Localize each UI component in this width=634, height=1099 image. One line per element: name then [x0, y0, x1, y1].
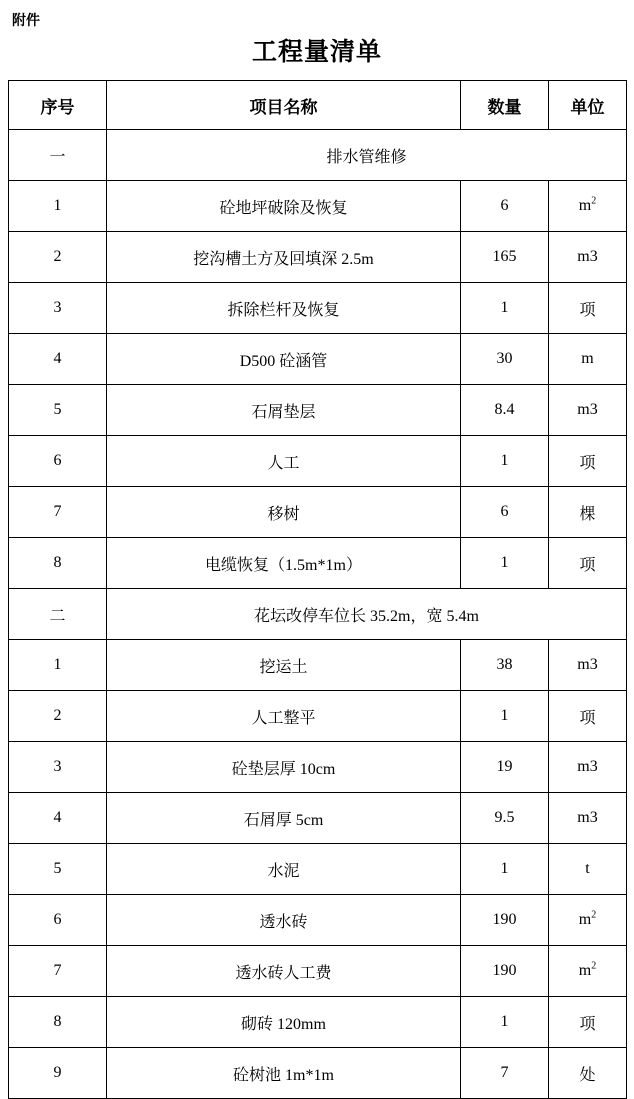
cell-quantity: 30 — [461, 334, 549, 385]
cell-name: 砌砖 120mm — [107, 997, 461, 1048]
table-row — [9, 181, 627, 232]
table-row — [9, 436, 627, 487]
column-header-no: 序号 — [9, 81, 107, 130]
cell-name: 透水砖人工费 — [107, 946, 461, 997]
cell-no: 二 — [9, 589, 107, 640]
cell-no: 2 — [9, 232, 107, 283]
table-row — [9, 691, 627, 742]
cell-name: 人工整平 — [107, 691, 461, 742]
cell-quantity: 190 — [461, 895, 549, 946]
cell-no: 5 — [9, 385, 107, 436]
cell-quantity: 19 — [461, 742, 549, 793]
cell-unit: m — [549, 334, 627, 385]
cell-unit: m3 — [549, 640, 627, 691]
cell-name: 挖沟槽土方及回填深 2.5m — [107, 232, 461, 283]
cell-no: 一 — [9, 130, 107, 181]
table-header — [9, 81, 627, 130]
cell-unit: 项 — [549, 691, 627, 742]
cell-unit: 处 — [549, 1048, 627, 1099]
cell-name: 砼树池 1m*1m — [107, 1048, 461, 1099]
cell-name: 砼地坪破除及恢复 — [107, 181, 461, 232]
cell-quantity: 165 — [461, 232, 549, 283]
cell-no: 7 — [9, 946, 107, 997]
cell-unit: m3 — [549, 742, 627, 793]
cell-quantity: 6 — [461, 487, 549, 538]
table-row — [9, 232, 627, 283]
column-header-qty: 数量 — [461, 81, 549, 130]
table-row — [9, 487, 627, 538]
attachment-label: 附件 — [12, 12, 40, 28]
cell-no: 7 — [9, 487, 107, 538]
section-row — [9, 589, 627, 640]
cell-no: 3 — [9, 742, 107, 793]
bill-of-quantities-table — [8, 80, 627, 1099]
cell-quantity: 6 — [461, 181, 549, 232]
cell-name: 透水砖 — [107, 895, 461, 946]
cell-quantity: 1 — [461, 844, 549, 895]
cell-no: 3 — [9, 283, 107, 334]
table-row — [9, 946, 627, 997]
cell-quantity: 1 — [461, 283, 549, 334]
section-row — [9, 130, 627, 181]
page-title: 工程量清单 — [251, 39, 382, 66]
cell-no: 8 — [9, 997, 107, 1048]
cell-name: 拆除栏杆及恢复 — [107, 283, 461, 334]
table-row — [9, 1048, 627, 1099]
cell-quantity: 8.4 — [461, 385, 549, 436]
table-row — [9, 334, 627, 385]
cell-unit: 项 — [549, 283, 627, 334]
cell-unit: $m^2$ — [549, 895, 627, 946]
cell-no: 5 — [9, 844, 107, 895]
cell-unit: 项 — [549, 436, 627, 487]
cell-unit: m3 — [549, 793, 627, 844]
cell-name: 花坛改停车位长 35.2m，宽 5.4m — [107, 589, 627, 640]
cell-quantity: 1 — [461, 997, 549, 1048]
cell-no: 6 — [9, 895, 107, 946]
cell-unit: 项 — [549, 997, 627, 1048]
table-row — [9, 844, 627, 895]
table-row — [9, 385, 627, 436]
cell-unit: 项 — [549, 538, 627, 589]
cell-no: 1 — [9, 640, 107, 691]
cell-unit: $m^2$ — [549, 946, 627, 997]
table-row — [9, 793, 627, 844]
cell-no: 1 — [9, 181, 107, 232]
cell-unit: 棵 — [549, 487, 627, 538]
column-header-name: 项目名称 — [107, 81, 461, 130]
cell-no: 2 — [9, 691, 107, 742]
cell-quantity: 1 — [461, 436, 549, 487]
cell-no: 6 — [9, 436, 107, 487]
table-row — [9, 742, 627, 793]
table-row — [9, 895, 627, 946]
table-row — [9, 538, 627, 589]
cell-name: 石屑垫层 — [107, 385, 461, 436]
table-body — [9, 130, 627, 1099]
table-row — [9, 997, 627, 1048]
cell-quantity: 1 — [461, 691, 549, 742]
cell-name: 电缆恢复（1.5m*1m） — [107, 538, 461, 589]
cell-quantity: 1 — [461, 538, 549, 589]
cell-quantity: 38 — [461, 640, 549, 691]
cell-name: 水泥 — [107, 844, 461, 895]
cell-name: 人工 — [107, 436, 461, 487]
cell-no: 4 — [9, 793, 107, 844]
cell-name: 排水管维修 — [107, 130, 627, 181]
cell-name: 移树 — [107, 487, 461, 538]
cell-unit: m3 — [549, 385, 627, 436]
cell-no: 4 — [9, 334, 107, 385]
cell-quantity: 7 — [461, 1048, 549, 1099]
table-row — [9, 283, 627, 334]
cell-no: 9 — [9, 1048, 107, 1099]
cell-no: 8 — [9, 538, 107, 589]
column-header-unit: 单位 — [549, 81, 627, 130]
cell-unit: $m^2$ — [549, 181, 627, 232]
table-row — [9, 640, 627, 691]
cell-name: 挖运土 — [107, 640, 461, 691]
table-header-row — [9, 81, 627, 130]
cell-name: D500 砼涵管 — [107, 334, 461, 385]
cell-name: 砼垫层厚 10cm — [107, 742, 461, 793]
cell-unit: m3 — [549, 232, 627, 283]
cell-name: 石屑厚 5cm — [107, 793, 461, 844]
cell-quantity: 9.5 — [461, 793, 549, 844]
cell-unit: t — [549, 844, 627, 895]
cell-quantity: 190 — [461, 946, 549, 997]
